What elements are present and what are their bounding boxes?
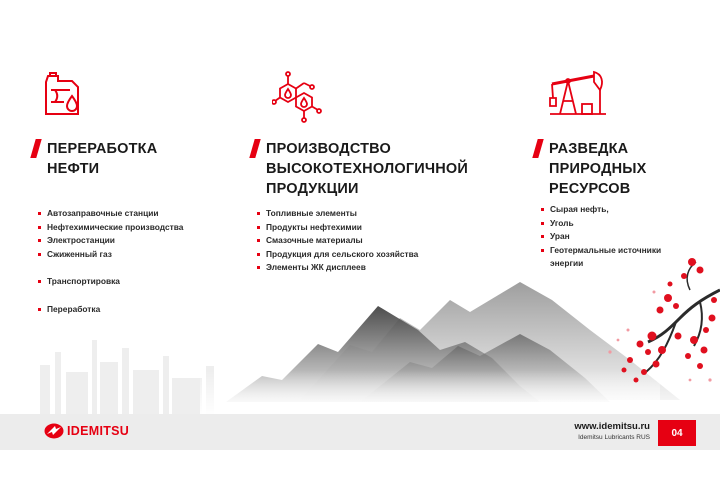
molecule-icon [272, 70, 322, 124]
bullet-list-exploration [541, 203, 691, 271]
mountain-range [200, 282, 680, 415]
list-item: Транспортировка [38, 275, 183, 289]
title-line: ПРОДУКЦИИ [266, 181, 359, 197]
list-item: Уголь [541, 217, 691, 231]
list-item: Нефтехимические производства [38, 221, 183, 235]
page-number: 04 [658, 420, 696, 446]
section-title-exploration [549, 139, 647, 199]
list-item: Геотермальные источники энергии [541, 244, 691, 271]
title-line: РЕСУРСОВ [549, 181, 631, 197]
list-item: Электростанции [38, 234, 183, 248]
list-item: Переработка [38, 303, 183, 317]
oil-pump-icon [546, 70, 610, 126]
list-item: Сжиженный газ [38, 248, 183, 262]
title-line: ВЫСОКОТЕХНОЛОГИЧНОЙ [266, 161, 469, 177]
list-item: Продукция для сельского хозяйства [257, 248, 418, 262]
idemitsu-logo [44, 423, 129, 439]
title-line: ПРИРОДНЫХ [549, 161, 647, 177]
city-silhouette [40, 340, 214, 415]
company-name: Idemitsu Lubricants RUS [578, 434, 650, 441]
list-item: Элементы ЖК дисплеев [257, 261, 418, 275]
fuel-canister-icon [42, 72, 82, 118]
list-item: Смазочные материалы [257, 234, 418, 248]
list-item: Топливные элементы [257, 207, 418, 221]
title-line: РАЗВЕДКА [549, 141, 629, 157]
footer-contacts [574, 421, 650, 442]
title-line: ПРОИЗВОДСТВО [266, 141, 391, 157]
apollo-logo-icon [44, 423, 64, 439]
title-line: ПЕРЕРАБОТКА [47, 141, 158, 157]
list-item: Сырая нефть, [541, 203, 691, 217]
bullet-list-refining [38, 207, 183, 316]
title-line: НЕФТИ [47, 161, 100, 177]
logo-text: IDEMITSU [67, 424, 130, 438]
section-title-hightech [266, 139, 468, 199]
website-link[interactable]: www.idemitsu.ru [574, 421, 650, 432]
list-item: Уран [541, 230, 691, 244]
list-item: Автозаправочные станции [38, 207, 183, 221]
list-item: Продукты нефтехимии [257, 221, 418, 235]
bullet-list-hightech [257, 207, 418, 275]
section-title-refining [47, 139, 157, 179]
